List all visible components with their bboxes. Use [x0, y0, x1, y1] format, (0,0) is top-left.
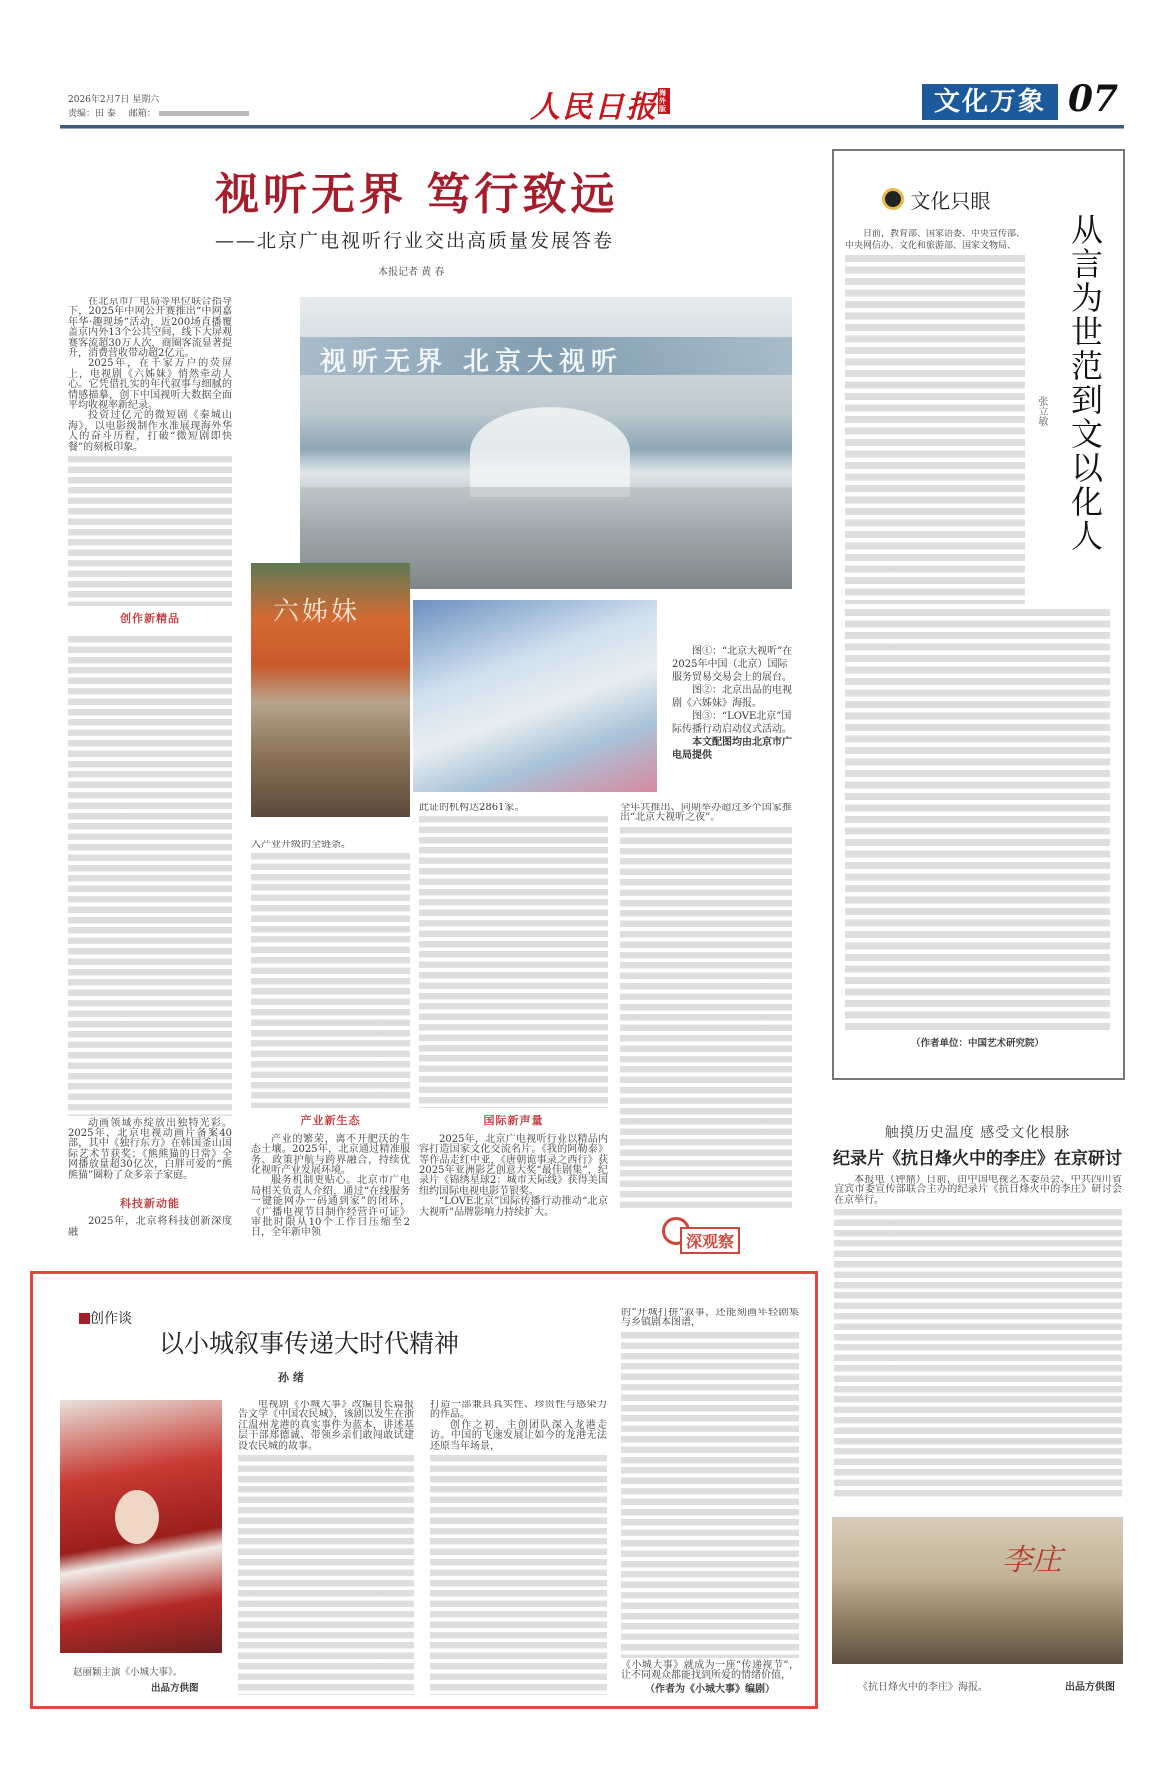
- feature-tag-text: 创作谈: [90, 1311, 132, 1327]
- poster-calligraphy: 李庄: [1002, 1543, 1062, 1578]
- caption-3: 图③：“LOVE北京”国际传播行动启动仪式活动。: [672, 711, 792, 735]
- paragraph: 产业的繁荣，离不开肥沃的生态土壤。2025年，北京通过精准服务、政策护航与跨界融合，持续优化视听产业发展环境。: [251, 1133, 410, 1177]
- photo-credit: 本文配图均由北京市广电局提供: [672, 737, 792, 761]
- documentary-poster: [832, 1517, 1123, 1664]
- article-column-1: [68, 297, 232, 1262]
- newspaper-logo: [530, 82, 670, 126]
- square-bullet-icon: [79, 1313, 90, 1324]
- article-headline: 纪录片《抗日烽火中的李庄》在京研讨: [833, 1149, 1122, 1169]
- editor-info: [68, 108, 249, 120]
- sidebar-headline: 从言为世范到文以化人: [1066, 213, 1104, 553]
- paragraph: 在北京市广电局等单位联合指导下，2025年中网公开赛推出“中网嘉年华·趣现场”活动，近200场直播覆盖京内外13个公共空间，线下大屏观赛客流超30万人次，商圈客流显著提升，消费营收带动超2亿元。: [68, 297, 232, 360]
- culture-eye-column: [832, 149, 1125, 1080]
- paragraph: 创作之初，主创团队深入龙港走访。中国的飞速发展让如今的龙港无法还原当年场景，: [430, 1419, 607, 1452]
- section-heading-international: 国际新声量: [483, 1114, 544, 1128]
- body-text-illegible: [834, 1209, 1122, 1500]
- paragraph: 2025年，在千家万户的荧屏上，电视剧《六姊妹》悄然牵动人心。它凭借扎实的年代叙事与细腻的情感描摹，创下中国视听大数据全面平均收视率新纪录。: [68, 358, 232, 412]
- paragraph: 电视剧《小城大事》改编自长篇报告文学《中国农民城》，该剧以发生在浙江温州龙港的真实事件为蓝本，讲述基层干部郑德诚、带领乡亲们敢闯敢试建设农民城的故事。: [238, 1400, 414, 1452]
- feature-article-box: [30, 1271, 818, 1709]
- photo-credit: 出品方供图: [151, 1683, 199, 1694]
- drama-still-photo: [60, 1400, 222, 1653]
- paragraph: 全年共推出、同期举办超过多个国家推出“北京大视听之夜”。: [620, 803, 792, 824]
- body-text-illegible: [430, 1455, 607, 1695]
- poster-credit: 出品方供图: [1065, 1682, 1115, 1693]
- paragraph: 本报电（钟鼎）日前，由中国电视艺术委员会、中共四川省宜宾市委宣传部联合主办的纪录片《抗日烽火中的李庄》研讨会在京举行。: [834, 1175, 1122, 1206]
- logo-text: 人民日报: [530, 90, 658, 125]
- feature-column-3: [621, 1308, 799, 1695]
- paragraph: 的“开城打拼”叙事，还能刻画年轻剧集与乡镇剧本图谱，: [621, 1308, 799, 1329]
- main-subheadline: ——北京广电视听行业交出高质量发展答卷: [215, 230, 615, 252]
- section-title: 文化万象: [922, 84, 1058, 120]
- sidebar-text-bottom: [845, 609, 1110, 1049]
- section-heading-creation: 创作新精品: [120, 612, 180, 626]
- body-text-illegible: [68, 636, 232, 1116]
- article-column-4: [620, 803, 792, 1208]
- poster-title-text: 六姊妹: [273, 597, 361, 627]
- body-text-illegible: [845, 609, 1110, 1034]
- paragraph: 《小城大事》就成为一座“传递视节”，让不同观众都能找到所爱的情绪价值，: [621, 1659, 799, 1682]
- section-heading-tech: 科技新动能: [120, 1196, 180, 1210]
- sidebar-author: 张立敏: [1036, 396, 1047, 426]
- email-label: 邮箱：: [128, 109, 156, 119]
- feature-author: 孙 绪: [278, 1371, 304, 1384]
- paragraph: 日前，教育部、国家语委、中央宣传部、中央网信办、文化和旅游部、国家文物局、: [845, 229, 1025, 251]
- deep-observation-stamp: [662, 1217, 746, 1249]
- editor-name: 责编：田 泰: [68, 109, 116, 119]
- body-text-illegible: [845, 255, 1025, 604]
- body-text-illegible: [68, 456, 232, 606]
- exhibition-photo: [300, 297, 792, 589]
- article-column-3: [419, 803, 608, 1262]
- paragraph: 打造一部兼具真实性、珍贵性与感染力的作品。: [430, 1400, 607, 1421]
- article-kicker: 触摸历史温度 感受文化根脉: [884, 1125, 1071, 1141]
- poster-six-sisters: [251, 563, 410, 817]
- feature-tag: [79, 1308, 132, 1328]
- sidebar-text-top: [845, 229, 1025, 604]
- body-text-illegible: [621, 1332, 799, 1658]
- column-name: [882, 185, 990, 214]
- email-address-blurred: [159, 111, 249, 116]
- body-text-illegible: [620, 827, 792, 1208]
- paragraph: 入产业升级的全链条。: [251, 840, 351, 850]
- poster-caption: 《抗日烽火中的李庄》海报。: [858, 1682, 988, 1693]
- paragraph: 2025年，北京将科技创新深度融: [68, 1216, 232, 1238]
- love-beijing-photo: [413, 600, 657, 792]
- sidebar-footer: （作者单位：中国艺术研究院）: [910, 1037, 1044, 1049]
- feature-column-2: [430, 1400, 607, 1695]
- feature-headline: 以小城叙事传递大时代精神: [159, 1329, 460, 1358]
- right-article-body: [834, 1175, 1122, 1500]
- paragraph: “LOVE北京”国际传播行动推动“北京大视听”品牌影响力持续扩大。: [419, 1196, 608, 1218]
- byline: 本报记者 黄 春: [378, 267, 445, 278]
- page-number: 07: [1068, 78, 1119, 120]
- main-headline: 视听无界 笃行致远: [215, 169, 619, 220]
- photo-caption: 赵丽颖主演《小城大事》。: [73, 1667, 183, 1678]
- article-column-2: [251, 840, 410, 1262]
- feature-footer: （作者为《小城大事》编剧）: [645, 1683, 775, 1695]
- paragraph: 此证的机构达2861家。: [419, 803, 525, 813]
- stamp-text: 深观察: [680, 1227, 740, 1254]
- logo-badge: 海外版: [658, 88, 670, 114]
- header-rule: [60, 125, 1124, 129]
- photo-banner-text: 视听无界 北京大视听: [320, 347, 624, 377]
- eye-icon: [882, 188, 904, 210]
- paragraph: 投资过亿元的微短剧《秦城山海》，以电影级制作水准展现海外华人的奋斗历程，打破“微短剧即快餐”的刻板印象。: [68, 410, 232, 453]
- issue-date: 2026年2月7日 星期六: [68, 95, 160, 105]
- paragraph: 2025年，北京广电视听行业以精品内容打造国家文化交流名片。《我的阿勒泰》等作品走红中亚，《唐朝诡事录之西行》获2025年亚洲影艺创意大奖“最佳剧集”，纪录片《锦绣星球2：城市天际线》获得美国纽约国际电视电影节银奖。: [419, 1133, 608, 1197]
- paragraph: 服务机制更贴心。北京市广电局相关负责人介绍，通过“在线服务一键能网办一码通到家”的闭环，《广播电视节目制作经营许可证》审批时限从10个工作日压缩至2日，全年新申领: [251, 1175, 410, 1239]
- body-text-illegible: [251, 853, 410, 1108]
- column-name-text: 文化只眼: [910, 189, 991, 213]
- paragraph: 动画领域亦绽放出独特光彩。2025年，北京电视动画片备案40部，其中《独行东方》在韩国釜山国际艺术节获奖；《熊熊猫的日常》全网播放量超30亿次，白胖可爱的“熊熊猫”圈粉了众多亲子家庭。: [68, 1117, 232, 1181]
- caption-2: 图②：北京出品的电视剧《六姊妹》海报。: [672, 685, 792, 709]
- feature-column-1: [238, 1400, 414, 1695]
- photo-captions: [672, 645, 794, 762]
- body-text-illegible: [419, 816, 608, 1108]
- caption-1: 图①：“北京大视听”在2025年中国（北京）国际服务贸易交易会上的展台。: [672, 646, 793, 683]
- section-heading-industry: 产业新生态: [300, 1114, 361, 1128]
- body-text-illegible: [238, 1455, 414, 1695]
